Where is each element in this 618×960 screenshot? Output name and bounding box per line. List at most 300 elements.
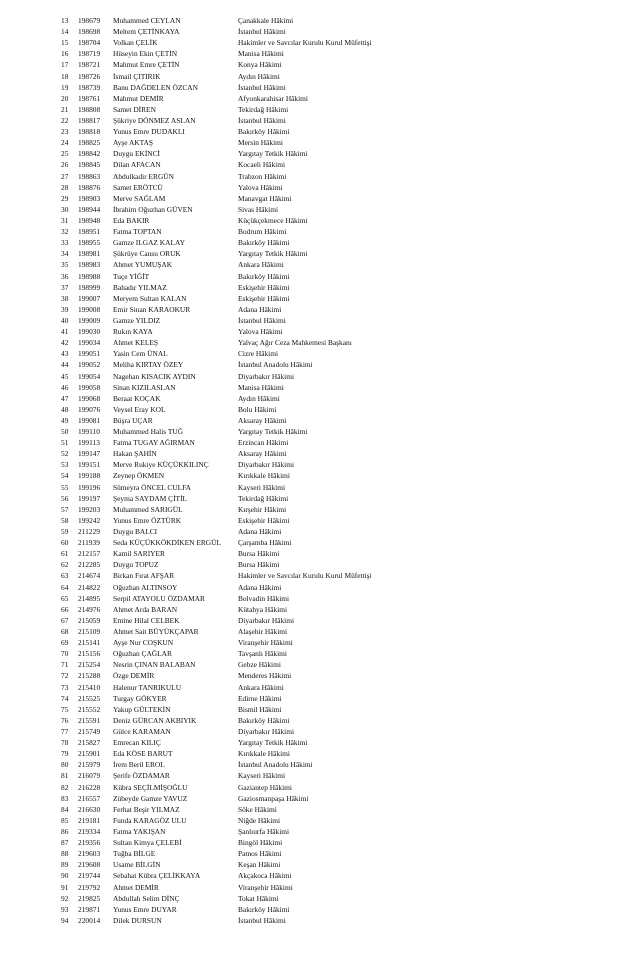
list-row	[0, 570, 618, 581]
assigned-position: Aydın Hâkimi	[238, 393, 280, 403]
sicil-number: 198818	[78, 127, 101, 137]
row-number: 30	[61, 204, 69, 214]
person-name: Tuçe YİĞİT	[113, 271, 150, 281]
person-name: Yunus Emre DUYAR	[113, 904, 177, 914]
sicil-number: 215288	[78, 671, 101, 681]
sicil-number: 198704	[78, 38, 101, 48]
person-name: Yakup GÜLTEKİN	[113, 704, 171, 714]
assigned-position: Eskişehir Hâkimi	[238, 515, 290, 525]
row-number: 80	[61, 760, 69, 770]
assigned-position: Gaziosmanpaşa Hâkimi	[238, 793, 309, 803]
sicil-number: 199110	[78, 427, 100, 437]
assigned-position: Bismil Hâkimi	[238, 704, 282, 714]
assigned-position: Adana Hâkimi	[238, 527, 282, 537]
assigned-position: Bolu Hâkimi	[238, 404, 277, 414]
list-row	[0, 204, 618, 215]
row-number: 90	[61, 871, 69, 881]
row-number: 50	[61, 427, 69, 437]
assigned-position: Kırıkkale Hâkimi	[238, 471, 290, 481]
list-row	[0, 637, 618, 648]
person-name: Zeynep ÖKMEN	[113, 471, 165, 481]
list-row	[0, 737, 618, 748]
list-row	[0, 426, 618, 437]
row-number: 87	[61, 838, 69, 848]
assigned-position: Edirne Hâkimi	[238, 693, 282, 703]
row-number: 27	[61, 171, 69, 181]
assigned-position: Bursa Hâkimi	[238, 560, 280, 570]
assigned-position: Erzincan Hâkimi	[238, 438, 289, 448]
assigned-position: Viranşehir Hâkimi	[238, 638, 293, 648]
list-row	[0, 415, 618, 426]
list-row	[0, 237, 618, 248]
sicil-number: 199242	[78, 515, 101, 525]
person-name: Meliha KIRTAY ÖZEY	[113, 360, 184, 370]
person-name: Meryem Sultan KALAN	[113, 293, 187, 303]
person-name: Mahmut DEMİR	[113, 93, 164, 103]
assigned-position: Konya Hâkimi	[238, 60, 282, 70]
assigned-position: Kırıkkale Hâkimi	[238, 749, 290, 759]
sicil-number: 215979	[78, 760, 101, 770]
assigned-position: Çarşamba Hâkimi	[238, 538, 292, 548]
row-number: 28	[61, 182, 69, 192]
person-name: Fatma TUGAY AĞIRMAN	[113, 438, 195, 448]
person-name: Serpil ATAYOLU ÖZDAMAR	[113, 593, 205, 603]
list-row	[0, 726, 618, 737]
sicil-number: 199076	[78, 404, 101, 414]
person-name: Usame BİLGİN	[113, 860, 161, 870]
assigned-position: Tokat Hâkimi	[238, 893, 279, 903]
row-number: 75	[61, 704, 69, 714]
sicil-number: 199151	[78, 460, 101, 470]
assigned-position: Niğde Hâkimi	[238, 815, 281, 825]
list-row	[0, 715, 618, 726]
sicil-number: 199113	[78, 438, 100, 448]
list-row	[0, 193, 618, 204]
row-number: 29	[61, 193, 69, 203]
person-name: Ahmet YUMUŞAK	[113, 260, 173, 270]
sicil-number: 199203	[78, 504, 101, 514]
row-number: 61	[61, 549, 69, 559]
sicil-number: 198726	[78, 71, 101, 81]
assigned-position: Trabzon Hâkimi	[238, 171, 287, 181]
row-number: 45	[61, 371, 69, 381]
sicil-number: 198876	[78, 182, 101, 192]
list-row	[0, 770, 618, 781]
list-row	[0, 271, 618, 282]
assigned-position: Kayseri Hâkimi	[238, 482, 285, 492]
row-number: 49	[61, 415, 69, 425]
assigned-position: Yalova Hâkimi	[238, 327, 283, 337]
list-row	[0, 348, 618, 359]
list-row	[0, 837, 618, 848]
list-row	[0, 582, 618, 593]
sicil-number: 215410	[78, 682, 101, 692]
person-name: İrem Beril EROL	[113, 760, 165, 770]
person-name: Duygu BALCI	[113, 527, 158, 537]
row-number: 92	[61, 893, 69, 903]
row-number: 67	[61, 615, 69, 625]
person-name: Ayşe Nur COŞKUN	[113, 638, 174, 648]
list-row	[0, 382, 618, 393]
person-name: Mahmut Emre ÇETİN	[113, 60, 180, 70]
assigned-position: Gaziantep Hâkimi	[238, 782, 292, 792]
assigned-position: Viranşehir Hâkimi	[238, 882, 293, 892]
sicil-number: 211229	[78, 527, 100, 537]
list-row	[0, 693, 618, 704]
sicil-number: 216557	[78, 793, 101, 803]
list-row	[0, 259, 618, 270]
person-name: Dilek DURSUN	[113, 915, 162, 925]
assigned-position: Bakırköy Hâkimi	[238, 127, 290, 137]
row-number: 93	[61, 904, 69, 914]
list-row	[0, 304, 618, 315]
sicil-number: 198983	[78, 260, 101, 270]
list-row	[0, 371, 618, 382]
list-row	[0, 82, 618, 93]
person-name: Kübra SEÇİLMİŞOĞLU	[113, 782, 188, 792]
assigned-position: İstanbul Hâkimi	[238, 115, 286, 125]
sicil-number: 216079	[78, 771, 101, 781]
list-row	[0, 515, 618, 526]
assigned-position: Mersin Hâkimi	[238, 138, 283, 148]
sicil-number: 215156	[78, 649, 101, 659]
row-number: 59	[61, 527, 69, 537]
assigned-position: Bolvadin Hâkimi	[238, 593, 290, 603]
list-row	[0, 659, 618, 670]
sicil-number: 214822	[78, 582, 101, 592]
assigned-position: Tekirdağ Hâkimi	[238, 493, 289, 503]
assigned-position: Yargıtay Tetkik Hâkimi	[238, 249, 308, 259]
assigned-position: Adana Hâkimi	[238, 582, 282, 592]
row-number: 73	[61, 682, 69, 692]
assigned-position: Diyarbakır Hâkimi	[238, 460, 295, 470]
person-name: Samet ERÖTCÜ	[113, 182, 163, 192]
list-row	[0, 248, 618, 259]
row-number: 47	[61, 393, 69, 403]
list-row	[0, 215, 618, 226]
person-name: Muhammed Halis TUĞ	[113, 427, 184, 437]
sicil-number: 220014	[78, 915, 101, 925]
row-number: 48	[61, 404, 69, 414]
person-name: Gamze ILGAZ KALAY	[113, 238, 185, 248]
sicil-number: 198903	[78, 193, 101, 203]
assigned-position: İstanbul Anadolu Hâkimi	[238, 360, 313, 370]
assigned-position: Tavşanlı Hâkimi	[238, 649, 287, 659]
list-row	[0, 504, 618, 515]
person-name: Gülce KARAMAN	[113, 727, 171, 736]
person-name: Oğuzhan ALTINSOY	[113, 582, 178, 592]
list-row	[0, 404, 618, 415]
list-row	[0, 615, 618, 626]
sicil-number: 198817	[78, 115, 101, 125]
sicil-number: 198988	[78, 271, 101, 281]
sicil-number: 219334	[78, 826, 101, 836]
assigned-position: Diyarbakır Hâkimi	[238, 727, 295, 736]
row-number: 58	[61, 515, 69, 525]
assigned-position: İstanbul Hâkimi	[238, 27, 286, 37]
row-number: 51	[61, 438, 69, 448]
assigned-position: Bakırköy Hâkimi	[238, 904, 290, 914]
sicil-number: 199051	[78, 349, 101, 359]
person-name: Nesrin ÇINAN BALABAN	[113, 660, 196, 670]
sicil-number: 198845	[78, 160, 101, 170]
list-row	[0, 915, 618, 926]
sicil-number: 199147	[78, 449, 101, 459]
row-number: 76	[61, 715, 69, 725]
list-row	[0, 448, 618, 459]
person-name: Dilan AFACAN	[113, 160, 161, 170]
sicil-number: 219603	[78, 849, 101, 859]
person-name: Sinan KIZILASLAN	[113, 382, 176, 392]
person-name: Funda KARAGÖZ ULU	[113, 815, 187, 825]
person-name: Yunus Emre DUDAKLI	[113, 127, 185, 137]
sicil-number: 215109	[78, 627, 101, 637]
person-name: Şükrüye Cansu ORUK	[113, 249, 181, 259]
assigned-position: Afyonkarahisar Hâkimi	[238, 93, 308, 103]
list-row	[0, 804, 618, 815]
assigned-position: Yalova Hâkimi	[238, 182, 283, 192]
row-number: 79	[61, 749, 69, 759]
assigned-position: Patnos Hâkimi	[238, 849, 282, 859]
row-number: 21	[61, 104, 69, 114]
sicil-number: 198679	[78, 16, 101, 25]
person-name: Ayşe AKTAŞ	[113, 138, 153, 148]
sicil-number: 199009	[78, 315, 101, 325]
person-name: Şükriye DÖNMEZ ASLAN	[113, 115, 196, 125]
list-row	[0, 893, 618, 904]
person-name: Emine Hilal CELBEK	[113, 615, 180, 625]
list-row	[0, 459, 618, 470]
row-number: 31	[61, 215, 69, 225]
person-name: Emrecan KILIÇ	[113, 738, 161, 748]
sicil-number: 219792	[78, 882, 101, 892]
assigned-position: Ankara Hâkimi	[238, 260, 284, 270]
row-number: 65	[61, 593, 69, 603]
assigned-position: Söke Hâkimi	[238, 804, 277, 814]
sicil-number: 198698	[78, 27, 101, 37]
person-name: Ahmet Sait BÜYÜKÇAPAR	[113, 627, 199, 637]
sicil-number: 219181	[78, 815, 101, 825]
row-number: 32	[61, 227, 69, 237]
assigned-position: Çanakkale Hâkimi	[238, 16, 294, 25]
row-number: 22	[61, 115, 69, 125]
sicil-number: 198842	[78, 149, 101, 159]
sicil-number: 215591	[78, 715, 101, 725]
person-name: Fatma TOPTAN	[113, 227, 162, 237]
assigned-position: Diyarbakır Hâkimi	[238, 371, 295, 381]
sicil-number: 216228	[78, 782, 101, 792]
person-name: Ferhat Beşir YILMAZ	[113, 804, 180, 814]
assigned-position: İstanbul Hâkimi	[238, 915, 286, 925]
person-name: Muhammed CEYLAN	[113, 16, 181, 25]
sicil-number: 219871	[78, 904, 101, 914]
assigned-position: Kocaeli Hâkimi	[238, 160, 285, 170]
row-number: 34	[61, 249, 69, 259]
assigned-position: Aydın Hâkimi	[238, 71, 280, 81]
assigned-position: Aksaray Hâkimi	[238, 415, 287, 425]
assigned-position: Aksaray Hâkimi	[238, 449, 287, 459]
sicil-number: 198739	[78, 82, 101, 92]
person-name: Sultan Kimya ÇELEBİ	[113, 838, 182, 848]
assigned-position: Şanlıurfa Hâkimi	[238, 826, 290, 836]
row-number: 40	[61, 315, 69, 325]
row-number: 19	[61, 82, 69, 92]
assigned-position: Alaşehir Hâkimi	[238, 627, 288, 637]
person-name: İsmail ÇITIRIK	[113, 71, 161, 81]
sicil-number: 198761	[78, 93, 101, 103]
person-name: Ahmet KELEŞ	[113, 338, 158, 348]
sicil-number: 199007	[78, 293, 101, 303]
list-row	[0, 326, 618, 337]
person-name: Şerife ÖZDAMAR	[113, 771, 170, 781]
sicil-number: 198719	[78, 49, 101, 59]
person-name: Eda KÖSE BARUT	[113, 749, 173, 759]
assigned-position: İstanbul Hâkimi	[238, 315, 286, 325]
list-row	[0, 15, 618, 26]
person-name: Halenur TANRIKULU	[113, 682, 182, 692]
sicil-number: 198999	[78, 282, 101, 292]
list-row	[0, 359, 618, 370]
list-row	[0, 670, 618, 681]
person-name: Oğuzhan ÇAĞLAR	[113, 649, 172, 659]
row-number: 41	[61, 327, 69, 337]
assigned-position: Sivas Hâkimi	[238, 204, 279, 214]
row-number: 20	[61, 93, 69, 103]
row-number: 16	[61, 49, 69, 59]
row-number: 26	[61, 160, 69, 170]
person-name: Rukın KAYA	[113, 327, 153, 337]
person-name: Turgay GÖKYER	[113, 693, 167, 703]
sicil-number: 199196	[78, 482, 101, 492]
list-row	[0, 104, 618, 115]
assigned-position: Yargıtay Tetkik Hâkimi	[238, 427, 308, 437]
list-row	[0, 526, 618, 537]
person-name: Merve Rukiye KÜÇÜKKILINÇ	[113, 460, 209, 470]
row-number: 82	[61, 782, 69, 792]
row-number: 81	[61, 771, 69, 781]
list-row	[0, 126, 618, 137]
row-number: 18	[61, 71, 69, 81]
appointment-list	[0, 15, 618, 926]
sicil-number: 215827	[78, 738, 101, 748]
row-number: 84	[61, 804, 69, 814]
list-row	[0, 437, 618, 448]
sicil-number: 199052	[78, 360, 101, 370]
row-number: 13	[61, 16, 69, 25]
assigned-position: Bakırköy Hâkimi	[238, 238, 290, 248]
sicil-number: 214976	[78, 604, 101, 614]
row-number: 74	[61, 693, 69, 703]
list-row	[0, 470, 618, 481]
person-name: Duygu TOPUZ	[113, 560, 159, 570]
assigned-position: Cizre Hâkimi	[238, 349, 279, 359]
person-name: Tuğba BİLGE	[113, 849, 156, 859]
person-name: Meltem ÇETİNKAYA	[113, 27, 180, 37]
list-row	[0, 137, 618, 148]
row-number: 24	[61, 138, 69, 148]
sicil-number: 211939	[78, 538, 100, 548]
row-number: 88	[61, 849, 69, 859]
list-row	[0, 282, 618, 293]
list-row	[0, 904, 618, 915]
person-name: Seda KÜÇÜKKÖKDİKEN ERGÜL	[113, 538, 221, 548]
assigned-position: Manavgat Hâkimi	[238, 193, 292, 203]
row-number: 91	[61, 882, 69, 892]
person-name: Banu DAĞDELEN ÖZCAN	[113, 82, 198, 92]
row-number: 44	[61, 360, 69, 370]
person-name: Abdulkadir ERGÜN	[113, 171, 174, 181]
list-row	[0, 71, 618, 82]
sicil-number: 199081	[78, 415, 101, 425]
sicil-number: 199197	[78, 493, 101, 503]
row-number: 60	[61, 538, 69, 548]
list-row	[0, 148, 618, 159]
assigned-position: Keşan Hâkimi	[238, 860, 281, 870]
person-name: Özge DEMİR	[113, 671, 155, 681]
row-number: 63	[61, 571, 69, 581]
person-name: Yasin Cem ÜNAL	[113, 349, 168, 359]
person-name: Kamil SARIYER	[113, 549, 165, 559]
assigned-position: Kayseri Hâkimi	[238, 771, 285, 781]
assigned-position: Eskişehir Hâkimi	[238, 293, 290, 303]
sicil-number: 212157	[78, 549, 101, 559]
list-row	[0, 748, 618, 759]
row-number: 52	[61, 449, 69, 459]
row-number: 89	[61, 860, 69, 870]
list-row	[0, 93, 618, 104]
row-number: 57	[61, 504, 69, 514]
row-number: 69	[61, 638, 69, 648]
row-number: 46	[61, 382, 69, 392]
sicil-number: 215901	[78, 749, 101, 759]
sicil-number: 198808	[78, 104, 101, 114]
sicil-number: 215141	[78, 638, 101, 648]
person-name: Merve SAĞLAM	[113, 193, 166, 203]
row-number: 56	[61, 493, 69, 503]
assigned-position: Ankara Hâkimi	[238, 682, 284, 692]
list-row	[0, 815, 618, 826]
list-row	[0, 648, 618, 659]
person-name: Ahmet DEMİR	[113, 882, 159, 892]
list-row	[0, 482, 618, 493]
row-number: 72	[61, 671, 69, 681]
person-name: Fatma YAKIŞAN	[113, 826, 166, 836]
row-number: 42	[61, 338, 69, 348]
list-row	[0, 604, 618, 615]
list-row	[0, 548, 618, 559]
row-number: 62	[61, 560, 69, 570]
row-number: 43	[61, 349, 69, 359]
sicil-number: 199034	[78, 338, 101, 348]
sicil-number: 215254	[78, 660, 101, 670]
sicil-number: 219356	[78, 838, 101, 848]
person-name: Deniz GÜRCAN AKBIYIK	[113, 715, 197, 725]
list-row	[0, 337, 618, 348]
row-number: 64	[61, 582, 69, 592]
row-number: 54	[61, 471, 69, 481]
row-number: 37	[61, 282, 69, 292]
sicil-number: 216630	[78, 804, 101, 814]
person-name: İbrahim Oğuzhan GÜVEN	[113, 204, 193, 214]
person-name: Samet DİREN	[113, 104, 156, 114]
person-name: Sebahat Kübra ÇELİKKAYA	[113, 871, 201, 881]
list-row	[0, 826, 618, 837]
list-row	[0, 848, 618, 859]
person-name: Birkan Fırat AFŞAR	[113, 571, 175, 581]
row-number: 39	[61, 304, 69, 314]
sicil-number: 214674	[78, 571, 101, 581]
list-row	[0, 182, 618, 193]
